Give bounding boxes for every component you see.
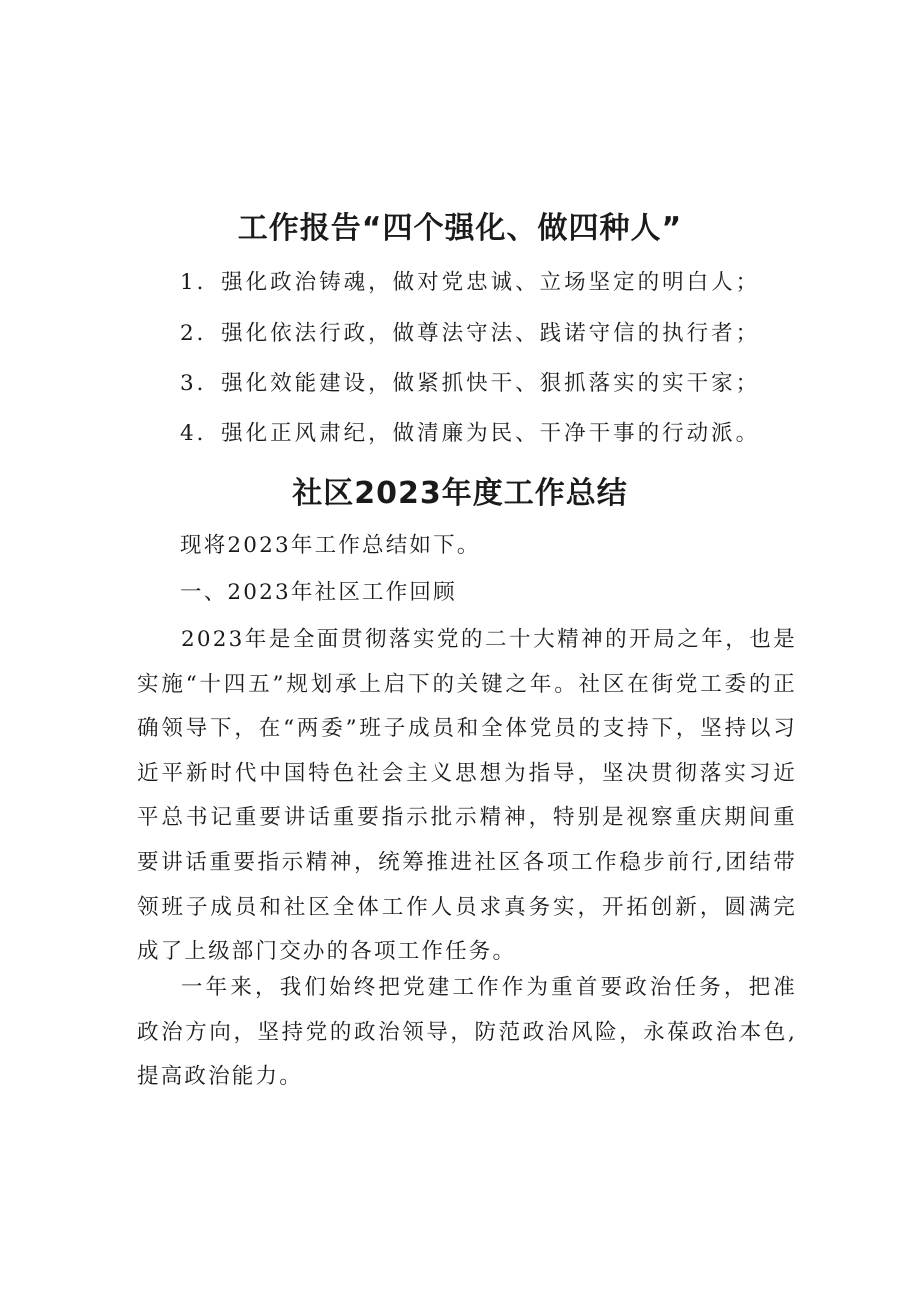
section-heading: 一、2023年社区工作回顾: [180, 580, 457, 605]
summary-paragraph-2: 一年来，我们始终把党建工作作为重首要政治任务，把准政治方向，坚持党的政治领导，防范政治风险，永葆政治本色,提高政治能力。: [137, 975, 797, 1090]
summary-title: 社区2023年度工作总结: [292, 476, 628, 511]
summary-intro: 现将2023年工作总结如下。: [180, 533, 481, 558]
report-item-3: 3．强化效能建设，做紧抓快干、狠抓落实的实干家；: [180, 371, 761, 396]
report-item-1: 1．强化政治铸魂，做对党忠诚、立场坚定的明白人；: [180, 270, 761, 295]
summary-paragraph-1: 2023年是全面贯彻落实党的二十大精神的开局之年，也是实施“十四五”规划承上启下的关键之年。社区在街党工委的正确领导下，在“两委”班子成员和全体党员的支持下，坚持以习近平新时代中国特色社会主义思想为指导，坚决贯彻落实习近平总书记重要讲话重要指示批示精神，特别是视察重庆期间重要讲话重要指示精神，统筹推进社区各项工作稳步前行,团结带领班子成员和社区全体工作人员求真务实，开拓创新，圆满完成了上级部门交办的各项工作任务。: [137, 627, 797, 965]
report-item-2: 2．强化依法行政，做尊法守法、践诺守信的执行者；: [180, 321, 761, 346]
report-item-4: 4．强化正风肃纪，做清廉为民、干净干事的行动派。: [180, 421, 761, 446]
report-title: 工作报告“四个强化、做四种人”: [237, 211, 683, 246]
